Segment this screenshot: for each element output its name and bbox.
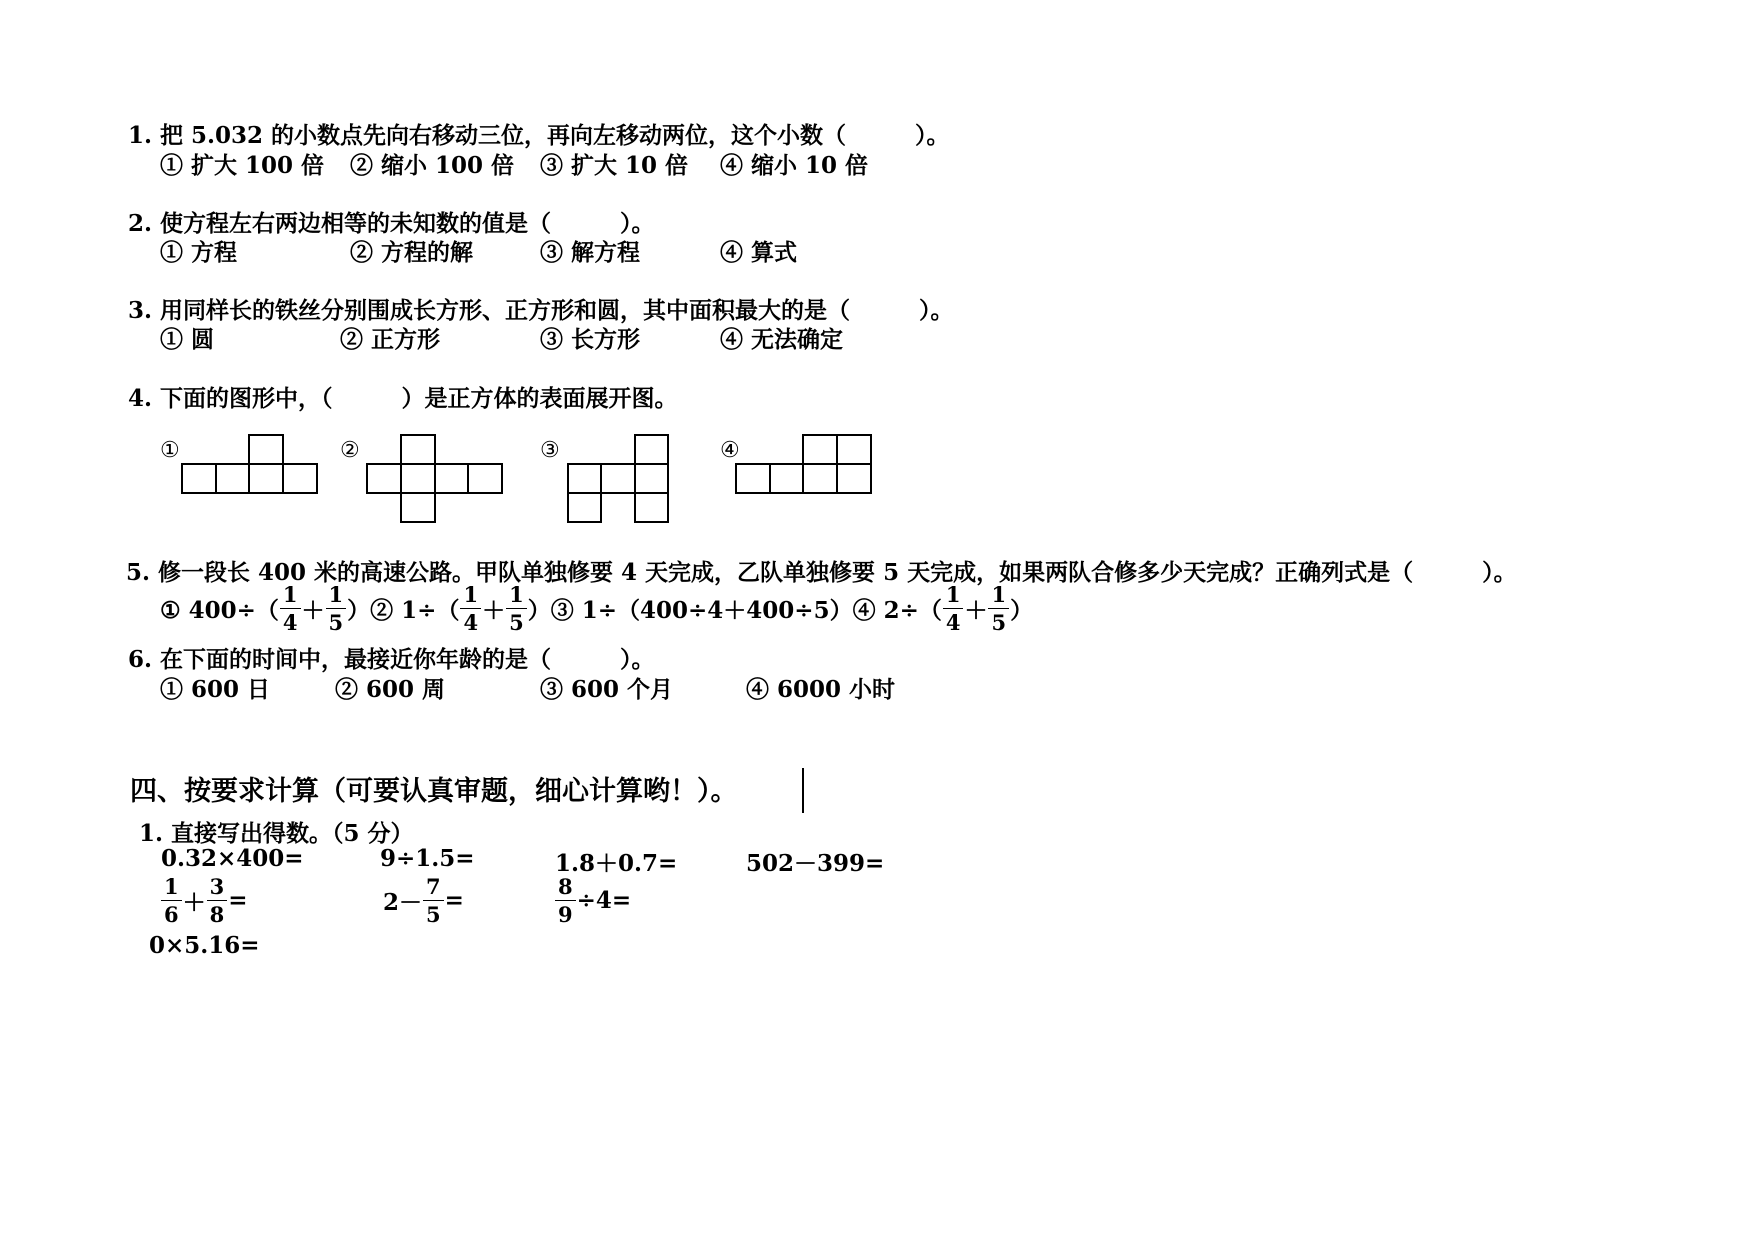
fraction-8-9 xyxy=(555,876,576,925)
question-6-stem: 6. 在下面的时间中，最接近你年龄的是（ ）。 xyxy=(128,646,655,673)
plus-sign: ＋ xyxy=(182,889,206,916)
question-1-stem: 1. 把 5.032 的小数点先向右移动三位，再向左移动两位，这个小数（ ）。 xyxy=(128,122,950,149)
q5-option-3-text: ）③ 1÷（400÷4＋400÷5）④ 2÷（ xyxy=(527,597,942,624)
question-2-option-4: ④ 算式 xyxy=(720,239,798,266)
fraction-1-5 xyxy=(326,584,347,633)
question-3-option-4: ④ 无法确定 xyxy=(720,326,844,353)
fraction-1-5 xyxy=(988,584,1009,633)
denominator: 9 xyxy=(558,902,573,927)
denominator: 5 xyxy=(328,610,344,635)
question-3-option-3: ③ 长方形 xyxy=(540,326,641,353)
equals-sign: = xyxy=(228,887,248,914)
net-3-label: ③ xyxy=(540,438,560,463)
cube-net-1-diagram xyxy=(180,434,320,496)
numerator: 1 xyxy=(988,584,1009,609)
question-5-stem: 5. 修一段长 400 米的高速公路。甲队单独修要 4 天完成，乙队单独修要 5 天完成，如果两队合修多少天完成？正确列式是（ ）。 xyxy=(126,559,1517,586)
fraction-1-5 xyxy=(506,584,527,633)
question-2-option-1: ① 方程 xyxy=(160,239,238,266)
calc-4: 502－399= xyxy=(746,850,885,877)
q5-option-2-prefix: ）② 1÷（ xyxy=(347,597,460,624)
calc-fraction-3 xyxy=(554,876,631,925)
fraction-1-6 xyxy=(161,876,182,925)
question-3-option-2: ② 正方形 xyxy=(340,326,441,353)
question-6-option-1: ① 600 日 xyxy=(160,676,271,703)
question-6-option-3: ③ 600 个月 xyxy=(540,676,674,703)
numerator: 1 xyxy=(943,584,964,609)
denominator: 6 xyxy=(164,902,179,927)
numerator: 1 xyxy=(506,584,527,609)
divide-four: ÷4= xyxy=(576,887,632,914)
question-6-option-2: ② 600 周 xyxy=(335,676,446,703)
section-4-title: 四、按要求计算（可要认真审题，细心计算哟！）。 xyxy=(130,776,738,807)
question-1-option-2: ② 缩小 100 倍 xyxy=(350,152,515,179)
denominator: 5 xyxy=(991,610,1007,635)
divider-line xyxy=(802,768,804,813)
denominator: 4 xyxy=(282,610,298,635)
question-2-stem: 2. 使方程左右两边相等的未知数的值是（ ）。 xyxy=(128,210,655,237)
question-2-option-2: ② 方程的解 xyxy=(350,239,474,266)
calc-3: 1.8＋0.7= xyxy=(555,850,678,877)
numerator: 3 xyxy=(207,876,228,901)
numerator: 1 xyxy=(280,584,301,609)
numerator: 7 xyxy=(423,876,444,901)
question-2-option-3: ③ 解方程 xyxy=(540,239,641,266)
calc-2: 9÷1.5= xyxy=(380,845,475,872)
cube-net-3-diagram xyxy=(566,434,672,525)
question-3-option-1: ① 圆 xyxy=(160,326,215,353)
question-6-option-4: ④ 6000 小时 xyxy=(746,676,896,703)
plus-sign: ＋ xyxy=(964,597,988,624)
equals-sign: = xyxy=(444,887,464,914)
denominator: 4 xyxy=(463,610,479,635)
cube-net-2-diagram xyxy=(365,434,505,525)
calc-zero-times: 0×5.16= xyxy=(149,932,260,959)
question-1-option-1: ① 扩大 100 倍 xyxy=(160,152,325,179)
numerator: 1 xyxy=(326,584,347,609)
question-4-stem: 4. 下面的图形中，（ ）是正方体的表面展开图。 xyxy=(128,385,678,412)
cube-net-4-diagram xyxy=(734,434,874,496)
numerator: 8 xyxy=(555,876,576,901)
question-3-stem: 3. 用同样长的铁丝分别围成长方形、正方形和圆，其中面积最大的是（ ）。 xyxy=(128,297,954,324)
plus-sign: ＋ xyxy=(482,597,506,624)
calc-fraction-2 xyxy=(383,876,464,925)
two-minus: 2－ xyxy=(383,889,423,916)
calc-1: 0.32×400= xyxy=(161,845,304,872)
plus-sign: ＋ xyxy=(301,597,325,624)
net-4-label: ④ xyxy=(720,438,740,463)
denominator: 5 xyxy=(509,610,524,635)
q5-option-1-prefix: ① 400÷（ xyxy=(160,597,279,624)
question-1-option-3: ③ 扩大 10 倍 xyxy=(540,152,689,179)
calc-fraction-1 xyxy=(160,876,248,925)
fraction-1-4 xyxy=(460,584,481,633)
denominator: 4 xyxy=(945,610,961,635)
question-1-option-4: ④ 缩小 10 倍 xyxy=(720,152,869,179)
numerator: 1 xyxy=(161,876,182,901)
fraction-1-4 xyxy=(943,584,964,633)
net-1-label: ① xyxy=(160,438,180,463)
numerator: 1 xyxy=(460,584,481,609)
denominator: 8 xyxy=(209,902,225,927)
section-4-subtitle: 1. 直接写出得数。（5 分） xyxy=(139,820,414,847)
fraction-3-8 xyxy=(207,876,228,925)
denominator: 5 xyxy=(426,902,441,927)
closing-paren: ） xyxy=(1010,597,1034,624)
fraction-1-4 xyxy=(280,584,301,633)
net-2-label: ② xyxy=(340,438,360,463)
fraction-7-5 xyxy=(423,876,444,925)
question-5-options xyxy=(160,584,1033,633)
